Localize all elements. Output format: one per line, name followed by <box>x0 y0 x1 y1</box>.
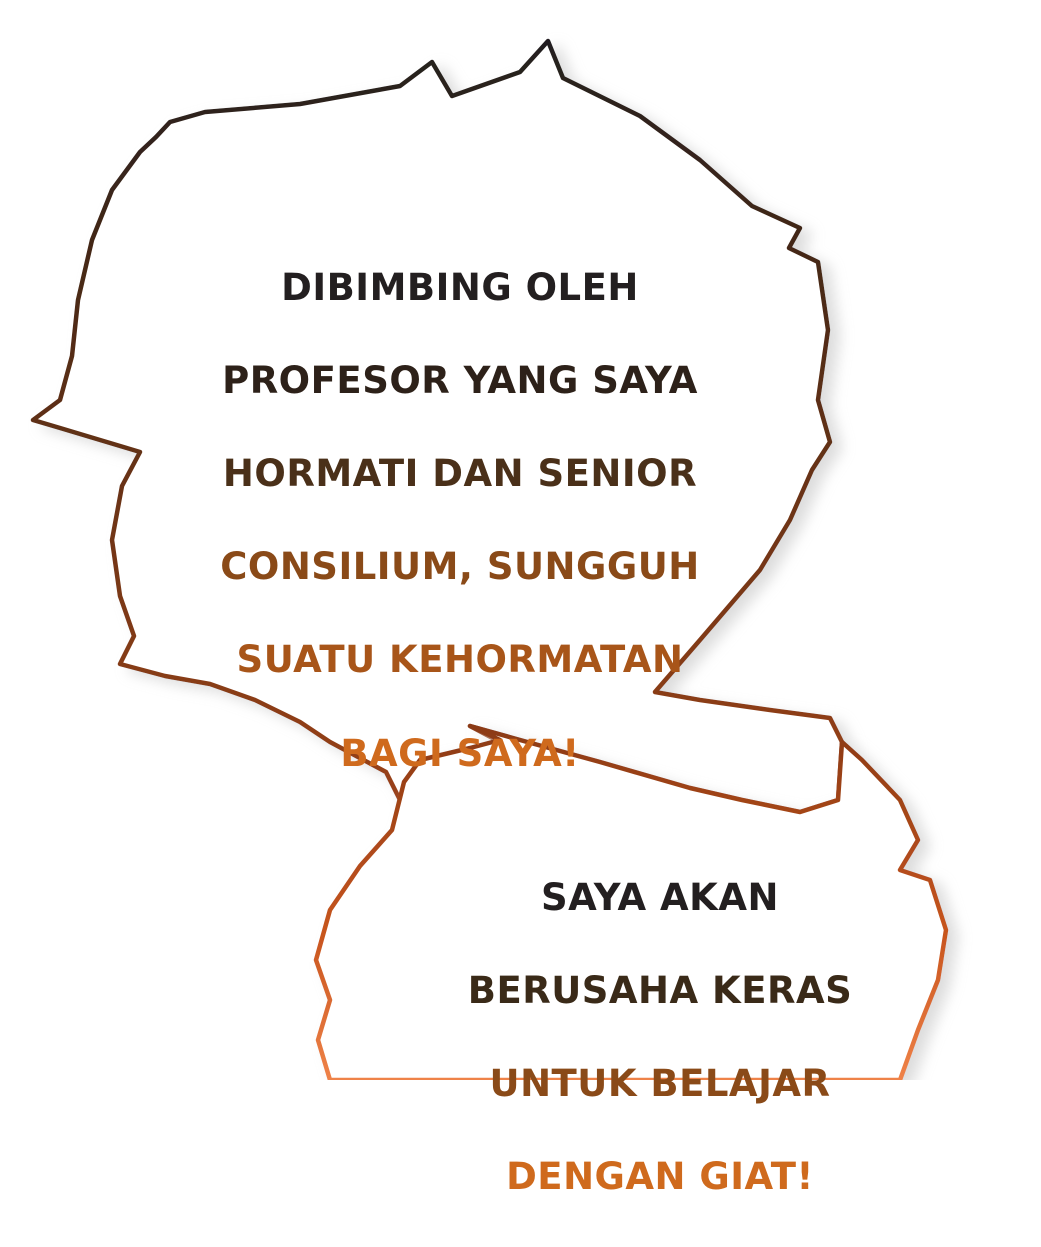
bubble-2-line-2: BERUSAHA KERAS <box>467 968 853 1012</box>
bubble-1-line-1: DIBIMBING OLEH <box>281 265 639 309</box>
bubble-2-line-4: DENGAN GIAT! <box>506 1155 814 1199</box>
bubble-1-line-5: SUATU KEHORMATAN <box>236 638 684 682</box>
bubble-2-text <box>380 828 940 1247</box>
bubble-1-line-3: HORMATI DAN SENIOR <box>222 452 698 496</box>
bubble-1-line-4: CONSILIUM, SUNGGUH <box>220 545 700 589</box>
bubble-2-line-3: UNTUK BELAJAR <box>489 1062 831 1106</box>
bubble-1-line-6: BAGI SAYA! <box>340 731 580 775</box>
bubble-1-text <box>150 218 770 824</box>
bubble-1-line-2: PROFESOR YANG SAYA <box>222 358 698 402</box>
bubble-2-line-1: SAYA AKAN <box>541 875 779 919</box>
